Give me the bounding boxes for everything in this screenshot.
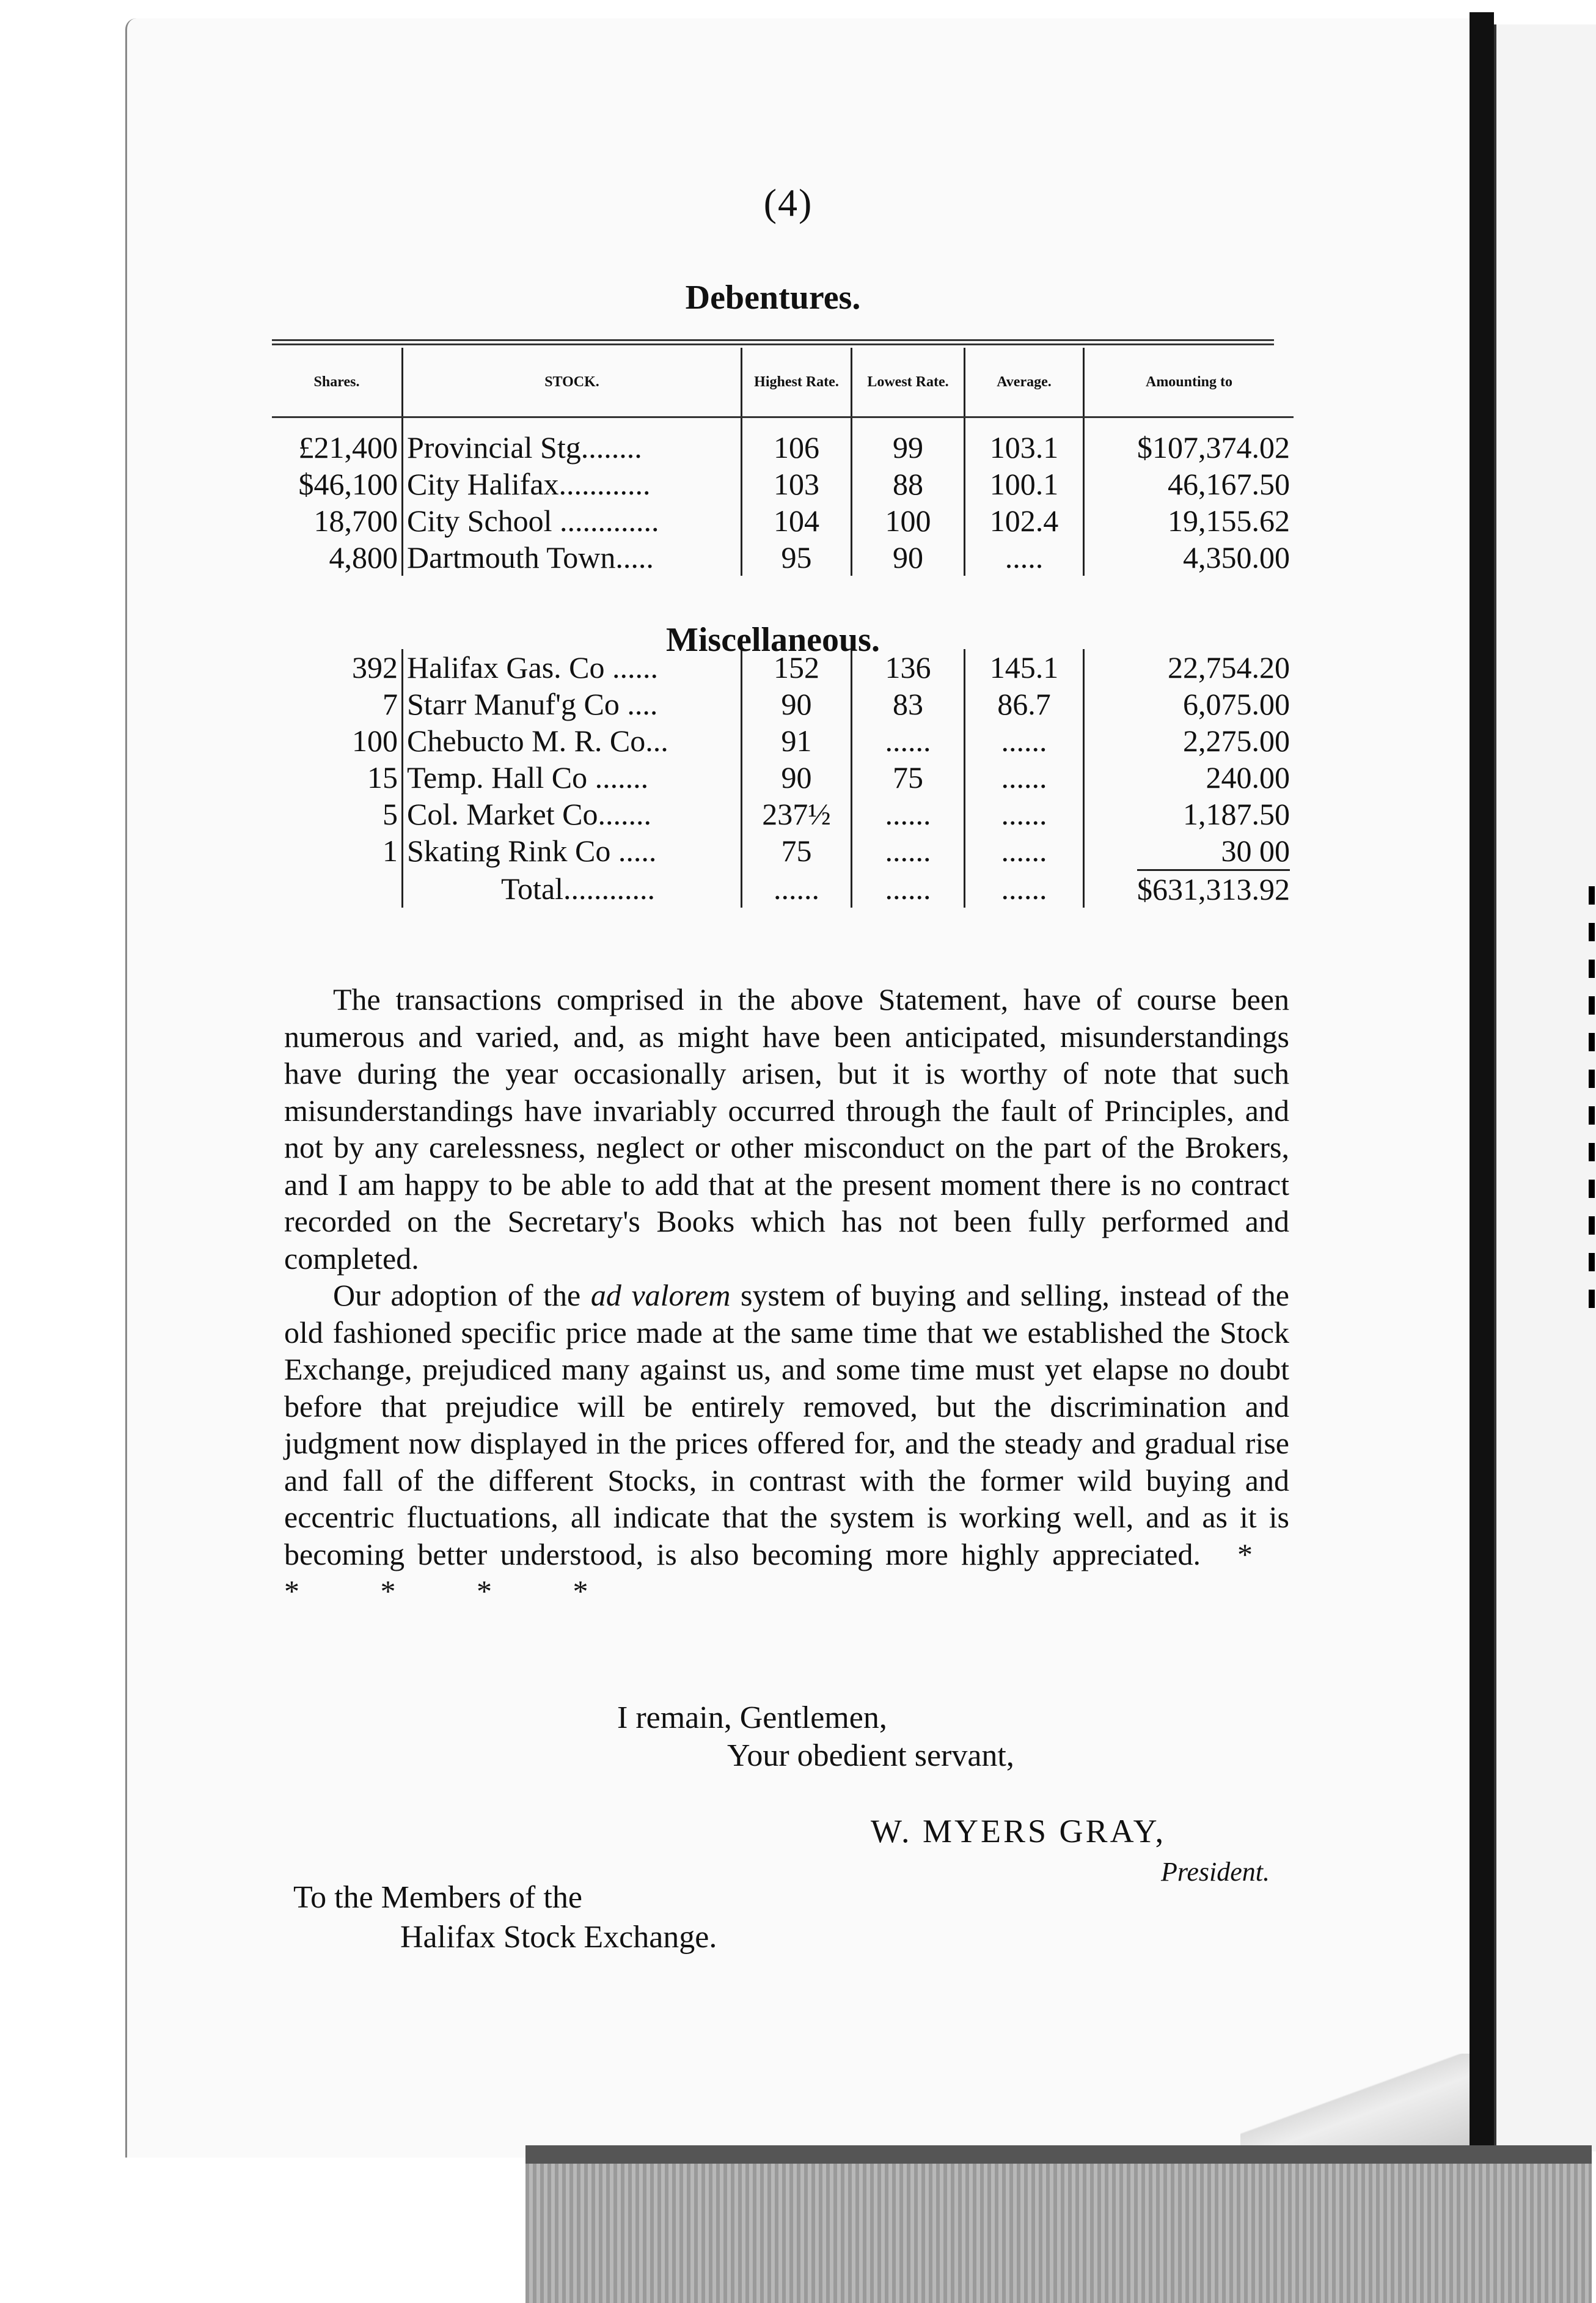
average-cell: 86.7: [965, 686, 1084, 722]
stock-cell: City Halifax............: [403, 466, 742, 502]
stock-cell: City School .............: [403, 502, 742, 539]
stock-cell: Col. Market Co.......: [403, 796, 742, 832]
amount-cell: 2,275.00: [1084, 722, 1294, 759]
highest-cell: 75: [742, 832, 852, 869]
lowest-cell: 90: [852, 539, 965, 576]
shares-cell: $46,100: [298, 467, 398, 501]
lowest-cell: 100: [852, 502, 965, 539]
shares-cell: 7: [383, 687, 398, 721]
table-row: [272, 722, 1294, 759]
table-row: [272, 539, 1294, 576]
shares-cell: £21,400: [298, 430, 398, 465]
shares-cell: 18,700: [313, 504, 398, 538]
debentures-title: Debentures.: [685, 279, 861, 317]
closing-line-2: Your obedient servant,: [727, 1738, 1014, 1773]
amount-cell: $107,374.02: [1084, 417, 1294, 466]
average-cell: ......: [965, 722, 1084, 759]
paragraph-1: The transactions comprised in the above Statement, have of course been numerous and varied, and, as might have been anticipated, misunderstandings have during the year occasionally arisen, but it is worthy of note that such misunderstandings have invariably occurred through the fault of Principles, and not by any carelessness, neglect or other misconduct on the part of the Brokers, and I am happy to be able to add that at the present moment there is no contract recorded on the Secretary's Books which has not been fully performed and completed.: [284, 982, 1289, 1276]
header-average: Average.: [965, 348, 1084, 417]
average-cell: .....: [965, 539, 1084, 576]
table-row: [272, 686, 1294, 722]
shares-cell: 5: [383, 797, 398, 831]
lowest-cell: 88: [852, 466, 965, 502]
stock-cell: Chebucto M. R. Co...: [403, 722, 742, 759]
shares-cell: 1: [383, 834, 398, 868]
paragraph-2: Our adoption of the ad valorem system of buying and selling, instead of the old fashioned specific price made at the same time that we established the Stock Exchange, prejudiced many against us, and some time must yet elapse no doubt before that prejudice will be entirely removed, but the discrimination and judgment now displayed in the prices offered for, and the steady and gradual rise and fall of the different Stocks, in contrast with the former wild buying and eccentric fluctuations, all indicate that the system is working well, and as it is becoming better understood, is also becoming more highly appreciated. * * * * *: [284, 1278, 1289, 1608]
amount-cell: 30 00: [1084, 832, 1294, 869]
highest-cell: 237½: [742, 796, 852, 832]
page-number: (4): [763, 181, 813, 224]
total-average-cell: ......: [965, 869, 1084, 908]
highest-cell: 106: [742, 417, 852, 466]
header-stock: STOCK.: [403, 348, 742, 417]
stock-cell: Halifax Gas. Co ......: [403, 649, 742, 686]
miscellaneous-title: Miscellaneous.: [666, 621, 880, 659]
shares-cell: 100: [352, 724, 398, 758]
average-cell: 145.1: [965, 649, 1084, 686]
table-top-rule: [272, 339, 1274, 341]
header-lowest-rate: Lowest Rate.: [852, 348, 965, 417]
highest-cell: 152: [742, 649, 852, 686]
table-top-rule-2: [272, 343, 1274, 345]
table-row: [272, 832, 1294, 869]
header-amounting-to: Amounting to: [1084, 348, 1294, 417]
stock-cell: Starr Manuf'g Co ....: [403, 686, 742, 722]
table-row: [272, 466, 1294, 502]
total-label: Total............: [403, 869, 742, 908]
signature-name: W. MYERS GRAY,: [871, 1813, 1166, 1849]
total-row: [272, 869, 1294, 908]
highest-cell: 95: [742, 539, 852, 576]
letter-body: [284, 981, 1289, 1610]
average-cell: 100.1: [965, 466, 1084, 502]
stock-cell: Dartmouth Town.....: [403, 539, 742, 576]
highest-cell: 90: [742, 686, 852, 722]
stock-cell: Skating Rink Co .....: [403, 832, 742, 869]
table-row: [272, 417, 1294, 466]
lowest-cell: 83: [852, 686, 965, 722]
average-cell: ......: [965, 832, 1084, 869]
header-highest-rate: Highest Rate.: [742, 348, 852, 417]
header-shares: Shares.: [272, 348, 403, 417]
highest-cell: 104: [742, 502, 852, 539]
shares-cell: 15: [367, 760, 398, 795]
amount-cell: 6,075.00: [1084, 686, 1294, 722]
table-row: [272, 796, 1294, 832]
average-cell: ......: [965, 759, 1084, 796]
amount-cell: 4,350.00: [1084, 539, 1294, 576]
table-row: [272, 759, 1294, 796]
total-amount: $631,313.92: [1137, 869, 1290, 908]
table-header-row: [272, 348, 1294, 417]
amount-cell: 22,754.20: [1084, 649, 1294, 686]
amount-cell: 1,187.50: [1084, 796, 1294, 832]
shares-cell: 392: [352, 650, 398, 685]
highest-cell: 90: [742, 759, 852, 796]
stock-cell: Provincial Stg........: [403, 417, 742, 466]
highest-cell: 103: [742, 466, 852, 502]
average-cell: ......: [965, 796, 1084, 832]
address-line-2: Halifax Stock Exchange.: [400, 1920, 717, 1955]
lowest-cell: 99: [852, 417, 965, 466]
lowest-cell: ......: [852, 722, 965, 759]
asterisk-break: * * * * *: [284, 1537, 1289, 1608]
closing-line-1: I remain, Gentlemen,: [617, 1700, 887, 1735]
stock-cell: Temp. Hall Co .......: [403, 759, 742, 796]
lowest-cell: 136: [852, 649, 965, 686]
amount-cell: 240.00: [1084, 759, 1294, 796]
lowest-cell: ......: [852, 832, 965, 869]
shares-cell: 4,800: [329, 540, 398, 575]
total-lowest-cell: ......: [852, 869, 965, 908]
address-line-1: To the Members of the: [293, 1880, 582, 1915]
lowest-cell: ......: [852, 796, 965, 832]
signature-title: President.: [1161, 1857, 1270, 1887]
lowest-cell: 75: [852, 759, 965, 796]
table-row: [272, 502, 1294, 539]
average-cell: 103.1: [965, 417, 1084, 466]
ad-valorem-italic: ad valorem: [590, 1278, 731, 1312]
amount-cell: 19,155.62: [1084, 502, 1294, 539]
total-highest-cell: ......: [742, 869, 852, 908]
amount-cell: 46,167.50: [1084, 466, 1294, 502]
highest-cell: 91: [742, 722, 852, 759]
average-cell: 102.4: [965, 502, 1084, 539]
